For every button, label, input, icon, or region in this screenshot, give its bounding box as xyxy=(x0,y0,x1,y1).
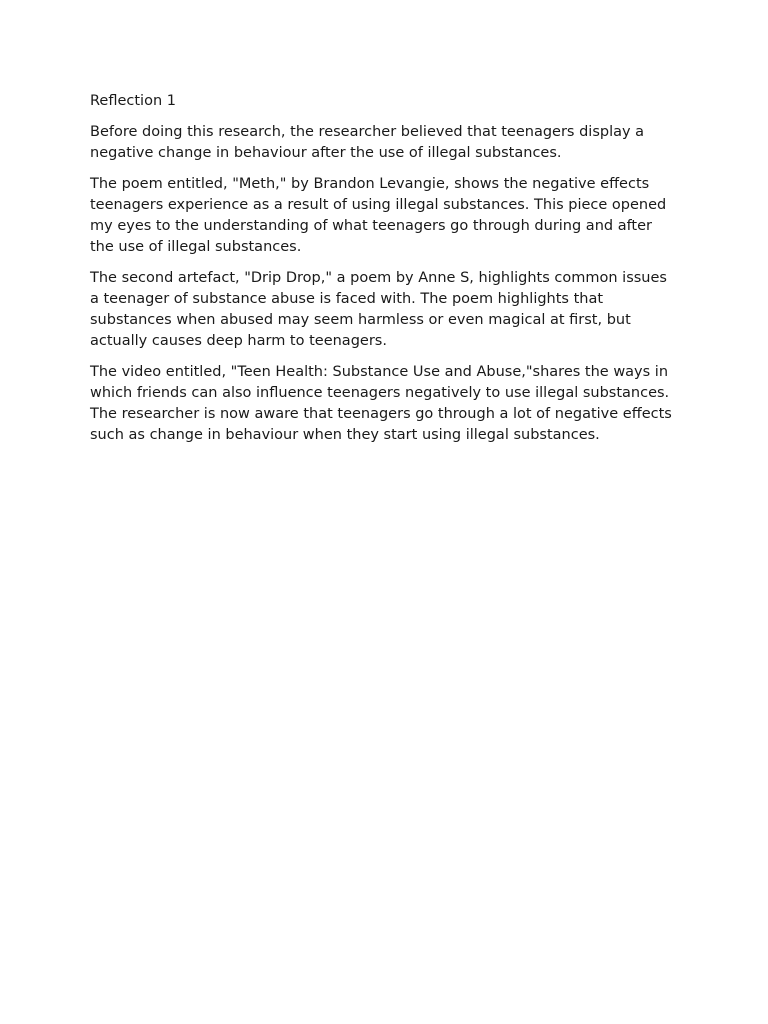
paragraph-2: The poem entitled, "Meth," by Brandon Levangie, shows the negative effects teenagers experience as a result of using illegal substances. This piece opened my eyes to the understanding of what teenagers go through during and after the use of illegal substances. xyxy=(90,176,667,255)
document-body xyxy=(90,91,680,456)
document-title: Reflection 1 xyxy=(90,93,176,109)
paragraph-3: The second artefact, "Drip Drop," a poem by Anne S, highlights common issues a teenager of substance abuse is faced with. The poem highlights that substances when abused may seem harmless or even magical at first, but actually causes deep harm to teenagers. xyxy=(90,270,667,349)
paragraph-4: The video entitled, "Teen Health: Substance Use and Abuse,"shares the ways in which friends can also influence teenagers negatively to use illegal substances. The researcher is now aware that teenagers go through a lot of negative effects such as change in behaviour when they start using illegal substances. xyxy=(90,364,672,443)
paragraph-1: Before doing this research, the researcher believed that teenagers display a negative change in behaviour after the use of illegal substances. xyxy=(90,124,645,161)
